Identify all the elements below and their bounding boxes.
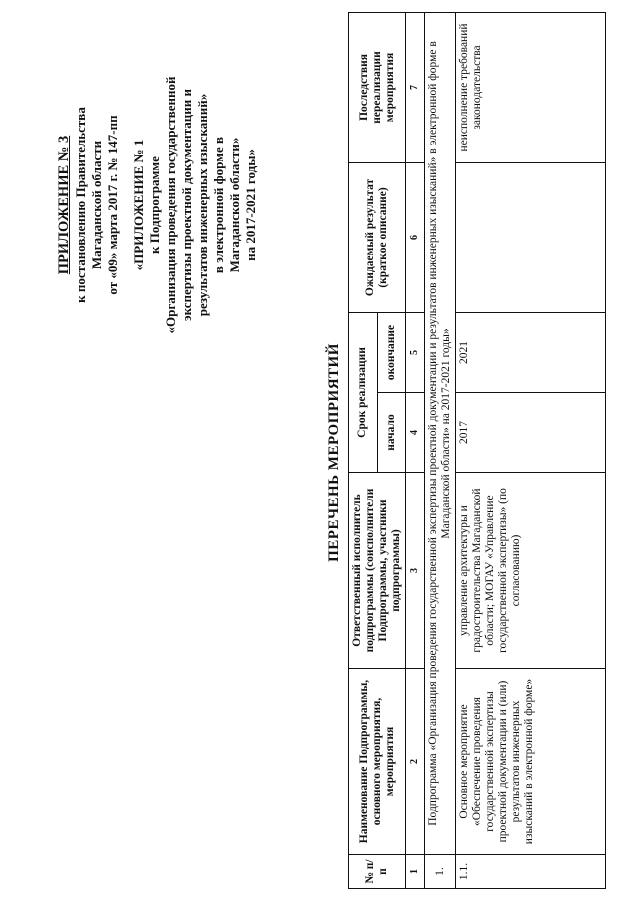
row-result: [456, 162, 606, 312]
header-consequences: Последствия нереализации мероприятия: [349, 12, 406, 162]
appendix1-line1: «Организация проведения государственной: [163, 76, 178, 334]
row-name: Основное мероприятие «Обеспечение проведения государственной экспертизы проектной документации и (или) результатов инженерных изысканий в электронной форме»: [456, 669, 606, 855]
appendix1-line5: Магаданской области»: [227, 137, 242, 273]
events-table: [348, 12, 606, 889]
appendix-title: ПРИЛОЖЕНИЕ № 3: [56, 135, 72, 275]
row-num: 1.1.: [456, 855, 606, 889]
header-period: Срок реализации: [349, 312, 378, 472]
column-number: 2: [406, 669, 425, 855]
row-consequences: неисполнение требований законодательства: [456, 12, 606, 162]
header-start: начало: [377, 393, 406, 473]
subprogram-num: 1.: [425, 855, 456, 889]
header-responsible: Ответственный исполнитель подпрограммы (соисполнители Подпрограммы, участники подпрограммы): [349, 473, 406, 669]
appendix-header: [56, 15, 259, 395]
appendix1-title: «ПРИЛОЖЕНИЕ № 1: [131, 139, 146, 271]
subprogram-row: [425, 12, 456, 888]
document-title: ПЕРЕЧЕНЬ МЕРОПРИЯТИЙ: [326, 343, 342, 562]
appendix-to-resolution: к постановлению Правительства: [73, 107, 88, 303]
column-number: 4: [406, 393, 425, 473]
row-responsible: управление архитектуры и градостроительства Магаданской области; МОГАУ «Управление государственной экспертизы» (по согласованию): [456, 473, 606, 669]
header-name: Наименование Подпрограммы, основного мероприятия, мероприятия: [349, 669, 406, 855]
appendix1-line2: экспертизы проектной документации и: [179, 88, 194, 322]
table-header-row: [349, 12, 378, 888]
appendix-date-number: от «09» марта 2017 г. № 147-пп: [105, 115, 120, 295]
appendix1-line3: результатов инженерных изысканий»: [195, 93, 210, 317]
appendix1-line4: в электронной форме в: [211, 136, 226, 274]
table-row: [456, 12, 606, 888]
row-end: 2021: [456, 312, 606, 392]
column-number: 7: [406, 12, 425, 162]
row-start: 2017: [456, 393, 606, 473]
column-number: 3: [406, 473, 425, 669]
header-result: Ожидаемый результат (краткое описание): [349, 162, 406, 312]
appendix1-line6: на 2017-2021 годы»: [243, 149, 258, 261]
appendix-region: Магаданской области: [89, 140, 104, 270]
column-number: 6: [406, 162, 425, 312]
header-num: № п/п: [349, 855, 406, 889]
column-number: 5: [406, 312, 425, 392]
subprogram-text: Подпрограмма «Организация проведения государственной экспертизы проектной документации и результатов инженерных изысканий» в электронной форме в Магаданской области» на 2017-2021 годы»: [425, 12, 456, 854]
column-number: 1: [406, 855, 425, 889]
appendix1-to: к Подпрограмме: [147, 156, 162, 254]
header-end: окончание: [377, 312, 406, 392]
column-numbers-row: [406, 12, 425, 888]
